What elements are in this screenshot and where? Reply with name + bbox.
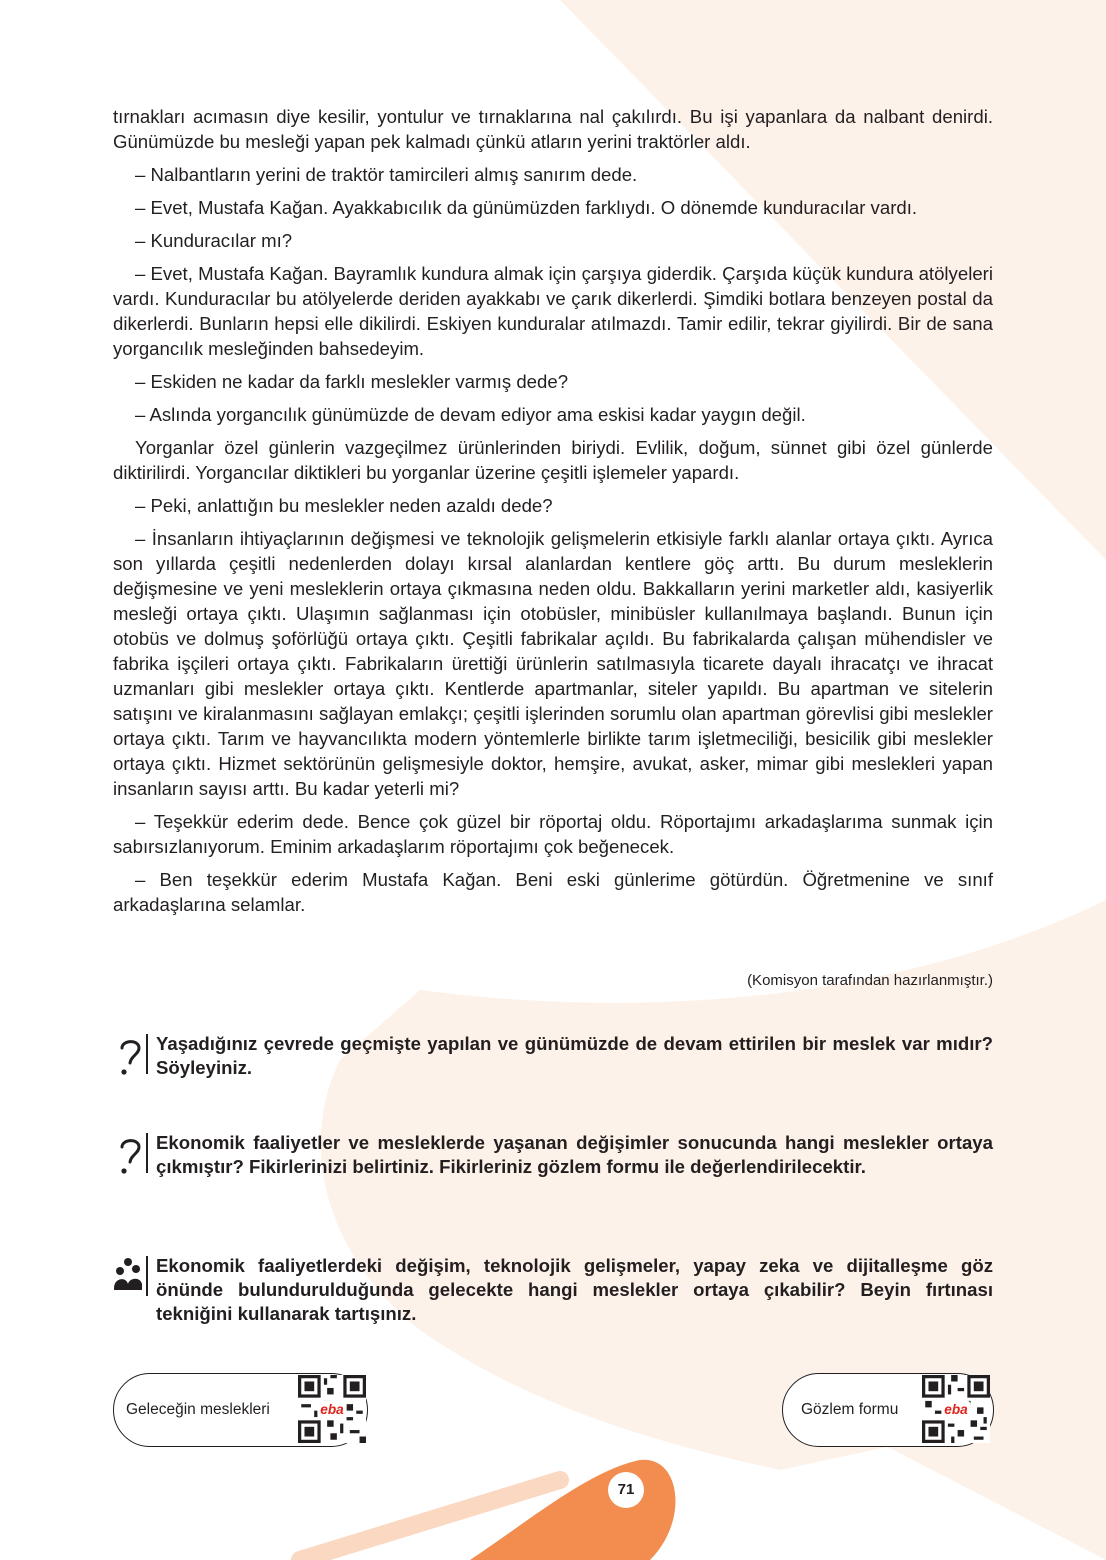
paragraph: – Evet, Mustafa Kağan. Ayakkabıcılık da günümüzden farklıydı. O dönemde kunduracılar vardı. [135, 197, 918, 218]
paragraph: – Evet, Mustafa Kağan. Bayramlık kundura almak için çarşıya giderdik. Çarşıda küçük kundura atölyeleri vardı. Kunduracılar bu atölyelerde deriden ayakkabı ve çarık dikerlerdi. Şimdiki botlara benzeyen postal da dikerlerdi. Bunların hepsi elle dikilirdi. Eskiyen kunduralar atılmazdı. Tamir edilir, tekrar giyilirdi. Bir de sana yorgancılık mesleğinden bahsedeyim. [113, 263, 993, 359]
question-text: Ekonomik faaliyetler ve mesleklerde yaşanan değişimler sonucunda hangi meslekler ortaya çıkmıştır? Fikirlerinizi belirtiniz. Fikirleriniz gözlem formu ile değerlendirilecektir. [156, 1132, 993, 1177]
question-2 [113, 1131, 993, 1179]
qr-link-label: Gözlem formu [801, 1401, 899, 1418]
qr-code-icon[interactable] [298, 1375, 366, 1443]
source-note: (Komisyon tarafından hazırlanmıştır.) [747, 972, 993, 989]
paragraph: – İnsanların ihtiyaçlarının değişmesi ve teknolojik gelişmelerin etkisiyle farklı alanlar ortaya çıktı. Ayrıca son yıllarda çeşitli nedenlerden dolayı kırsal alanlardan kentlere göç arttı. Bu durum mesleklerin değişmesine ve yeni mesleklerin ortaya çıkmasına neden oldu. Bakkalların yerini marketler aldı, kasiyerlik mesleği ortaya çıktı. Ulaşımın sağlanması için otobüsler, minibüsler kullanılmaya başlandı. Bunun için otobüs ve dolmuş şoförlüğü ortaya çıktı. Çeşitli fabrikalar açıldı. Bu fabrikalarda çalışan mühendisler ve fabrika işçileri ortaya çıktı. Fabrikaların ürettiği ürünlerin satılmasıyla ticarete dayalı ihracatçı ve ihracat uzmanları gibi meslekler ortaya çıktı. Kentlerde apartmanlar, siteler yapıldı. Bu apartman ve sitelerin satışını ve kiralanmasını sağlayan emlakçı; çeşitli işlerinden sorumlu olan apartman görevlisi gibi meslekler ortaya çıktı. Tarım ve hayvancılıkta modern yöntemlerle birlikte tarım işletmeciliği, besicilik gibi meslekler ortaya çıktı. Hizmet sektörünün gelişmesiyle doktor, hemşire, avukat, asker, mimar gibi meslekleri yapan insanların sayısı arttı. Bu kadar yeterli mi? [113, 528, 993, 799]
paragraph: – Peki, anlattığın bu meslekler neden azaldı dede? [135, 495, 553, 516]
eba-badge: eba [320, 1401, 344, 1417]
interview-text [113, 104, 993, 925]
paragraph: – Nalbantların yerini de traktör tamircileri almış sanırım dede. [135, 164, 638, 185]
question-mark-icon [113, 1032, 143, 1080]
group-discussion-icon [113, 1254, 143, 1302]
divider [146, 1034, 148, 1074]
page-number: 71 [608, 1472, 644, 1508]
qr-link-label: Geleceğin meslekleri [126, 1401, 270, 1418]
paragraph: – Eskiden ne kadar da farklı meslekler varmış dede? [135, 371, 569, 392]
divider [146, 1133, 148, 1173]
eba-badge: eba [944, 1401, 968, 1417]
paragraph: – Teşekkür ederim dede. Bence çok güzel bir röportaj oldu. Röportajımı arkadaşlarıma sunmak için sabırsızlanıyorum. Eminim arkadaşlarım röportajımı çok beğenecek. [113, 811, 993, 857]
qr-code-icon[interactable] [922, 1375, 990, 1443]
question-3 [113, 1254, 993, 1326]
question-text: Yaşadığınız çevrede geçmişte yapılan ve günümüzde de devam ettirilen bir meslek var mıdır? Söyleyiniz. [156, 1033, 993, 1078]
paragraph: Yorganlar özel günlerin vazgeçilmez ürünlerinden biriydi. Evlilik, doğum, sünnet gibi özel günlerde diktirilirdi. Yorgancılar diktikleri bu yorganlar üzerine çeşitli işlemeler yapardı. [113, 437, 993, 483]
paragraph: – Aslında yorgancılık günümüzde de devam ediyor ama eskisi kadar yaygın değil. [135, 404, 806, 425]
qr-link-card[interactable] [782, 1373, 994, 1447]
qr-link-card[interactable] [113, 1373, 368, 1447]
question-text: Ekonomik faaliyetlerdeki değişim, teknolojik gelişmeler, yapay zeka ve dijitalleşme göz önünde bulundurulduğunda gelecekte hangi meslekler ortaya çıkabilir? Beyin fırtınası tekniğini kullanarak tartışınız. [156, 1255, 993, 1324]
paragraph: – Kunduracılar mı? [135, 230, 293, 251]
question-1 [113, 1032, 993, 1080]
question-mark-icon [113, 1131, 143, 1179]
paragraph: tırnakları acımasın diye kesilir, yontulur ve tırnaklarına nal çakılırdı. Bu işi yapanlara da nalbant denirdi. Günümüzde bu mesleği yapan pek kalmadı çünkü atların yerini traktörler aldı. [113, 106, 993, 152]
divider [146, 1256, 148, 1296]
paragraph: – Ben teşekkür ederim Mustafa Kağan. Beni eski günlerime götürdün. Öğretmenine ve sınıf arkadaşlarına selamlar. [113, 869, 993, 915]
